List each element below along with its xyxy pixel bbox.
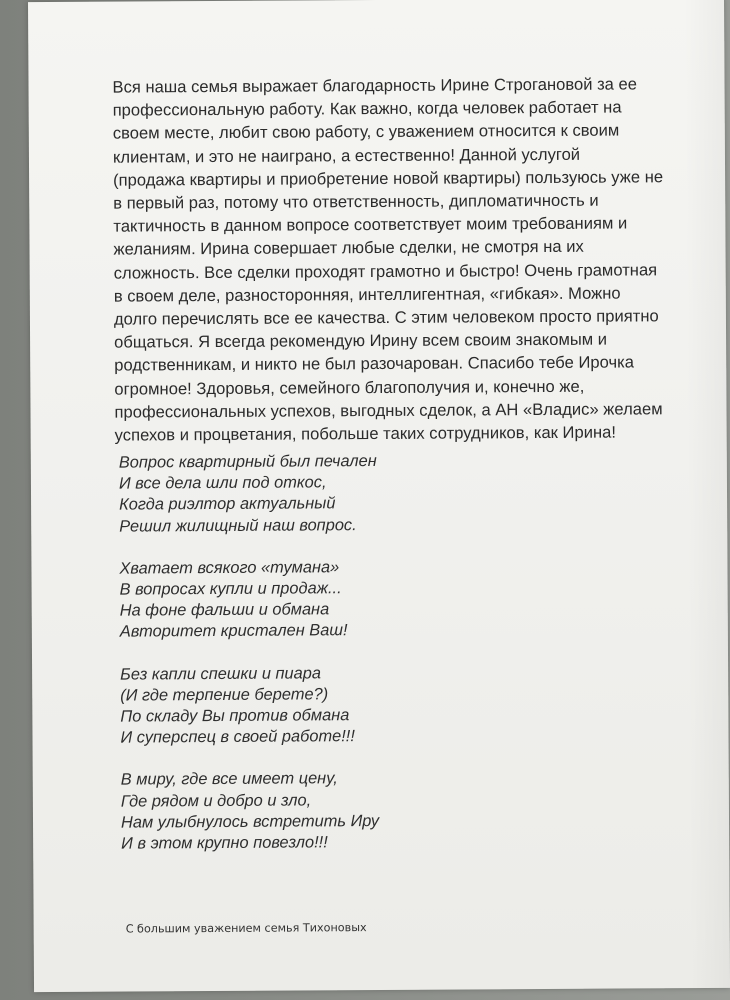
paragraph-line: общаться. Я всегда рекомендую Ирину всем своим знакомым и bbox=[114, 329, 608, 352]
letter-paragraph bbox=[112, 72, 704, 447]
poem-line: Авторитет кристален Ваш! bbox=[119, 621, 348, 641]
poem-line: (И где терпение берете?) bbox=[120, 685, 329, 705]
poem-stanza bbox=[121, 768, 380, 854]
paragraph-line: в своем деле, разносторонняя, интеллигентная, «гибкая». Можно bbox=[113, 283, 621, 306]
poem-line: И суперспец в своей работе!!! bbox=[120, 727, 355, 747]
poem-line: Вопрос квартирный был печален bbox=[118, 452, 377, 472]
poem-line: Нам улыбнулось встретить Иру bbox=[120, 811, 380, 832]
poem-line: И все дела шли под откос, bbox=[118, 473, 327, 493]
poem bbox=[119, 451, 380, 876]
poem-line: В вопросах купли и продаж... bbox=[119, 579, 342, 599]
paragraph-line: успехов и процветания, побольше таких сотрудников, как Ирина! bbox=[114, 422, 616, 445]
paragraph-line: профессиональную работу. Как важно, когда человек работает на bbox=[112, 97, 622, 120]
poem-line: Когда риэлтор актуальный bbox=[119, 494, 336, 514]
paragraph-line: своем месте, любит свою работу, с уважением относится к своим bbox=[112, 120, 620, 144]
letter-sheet bbox=[28, 0, 730, 992]
paragraph-line: долго перечислять все ее качества. С этим человеком просто приятно bbox=[113, 306, 659, 329]
paragraph-line: желаниям. Ирина совершает любые сделки, не смотря на их bbox=[113, 237, 584, 260]
poem-line: Где рядом и добро и зло, bbox=[120, 791, 312, 811]
paragraph-line: профессиональных успехов, выгодных сделок, а АН «Владис» желаем bbox=[114, 399, 663, 422]
poem-line: И в этом крупно повезло!!! bbox=[121, 833, 328, 853]
paragraph-line: Вся наша семья выражает благодарность Ирине Строгановой за ее bbox=[112, 74, 637, 97]
paragraph-line: в первый раз, потому что ответственность, дипломатичность и bbox=[113, 190, 599, 213]
paragraph-line: (продажа квартиры и приобретение новой квартиры) пользуюсь уже не bbox=[113, 167, 664, 190]
poem-line: Решил жилищный наш вопрос. bbox=[119, 515, 357, 536]
paragraph-line: родственникам, и никто не был разочарован. Спасибо тебе Ирочка bbox=[114, 352, 634, 376]
poem-line: На фоне фальши и обмана bbox=[119, 600, 330, 620]
paragraph-line: огромное! Здоровья, семейного благополучия и, конечно же, bbox=[114, 376, 585, 399]
poem-line: Без капли спешки и пиара bbox=[120, 663, 322, 684]
poem-stanza bbox=[120, 663, 379, 749]
poem-stanza bbox=[119, 557, 378, 643]
paragraph-line: клиентам, и это не наиграно, а естественно! Данной услугой bbox=[112, 144, 581, 167]
poem-line: Хватает всякого «тумана» bbox=[119, 558, 340, 578]
paragraph-line: сложность. Все сделки проходят грамотно и быстро! Очень грамотная bbox=[113, 259, 658, 283]
poem-stanza bbox=[119, 451, 378, 537]
paragraph-line: тактичность в данном вопросе соответствует моим требованиям и bbox=[113, 213, 628, 236]
poem-line: По складу Вы против обмана bbox=[120, 706, 350, 726]
poem-line: В миру, где все имеет цену, bbox=[120, 769, 338, 790]
signature-line: С большим уважением семья Тихоновых bbox=[125, 921, 367, 936]
